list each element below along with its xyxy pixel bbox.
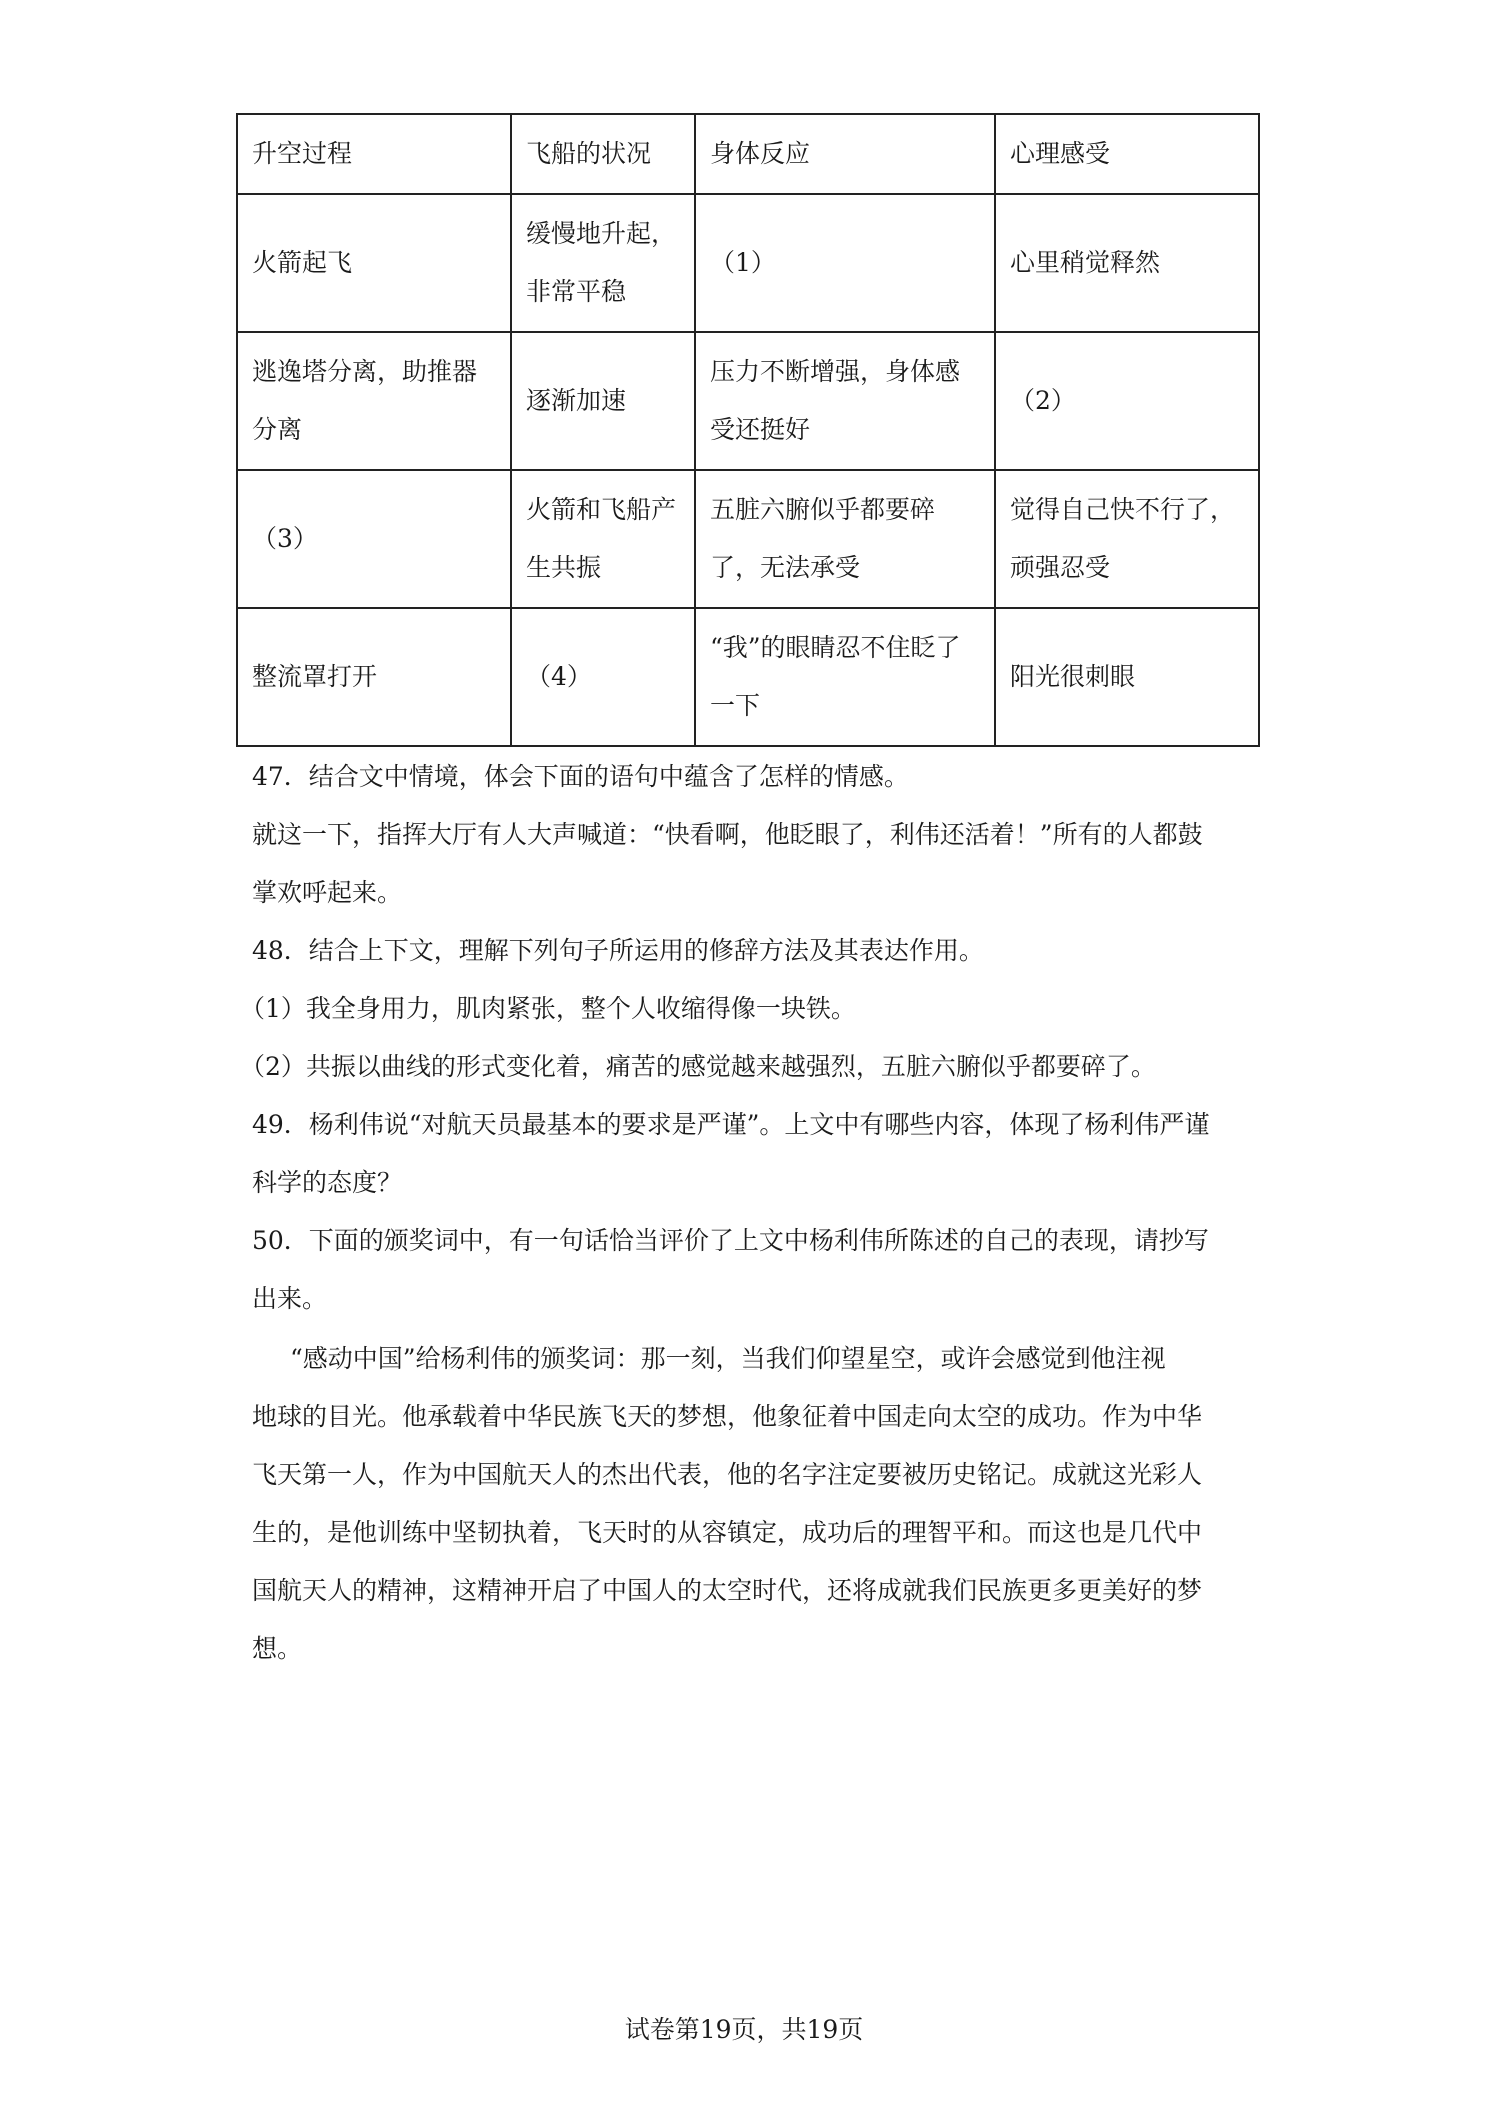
passage-line: 地球的目光。他承载着中华民族飞天的梦想，他象征着中国走向太空的成功。作为中华 <box>252 1402 1203 1431</box>
table-header-row <box>237 114 1259 194</box>
table-cell: （3） <box>237 470 511 608</box>
table-cell: 整流罩打开 <box>237 608 511 746</box>
table-cell: （2） <box>995 332 1259 470</box>
table-row <box>237 608 1259 746</box>
page-footer: 试卷第19页，共19页 <box>624 2015 864 2044</box>
table-row <box>237 470 1259 608</box>
table-header-cell: 飞船的状况 <box>511 114 695 194</box>
passage-line: 飞天第一人，作为中国航天人的杰出代表，他的名字注定要被历史铭记。成就这光彩人 <box>252 1460 1203 1489</box>
table-header-cell: 升空过程 <box>237 114 511 194</box>
table-cell: 逐渐加速 <box>511 332 695 470</box>
space-launch-table <box>236 113 1260 747</box>
table-cell: （4） <box>511 608 695 746</box>
table-cell: 缓慢地升起，非常平稳 <box>511 194 695 332</box>
passage-line: 国航天人的精神，这精神开启了中国人的太空时代，还将成就我们民族更多更美好的梦 <box>252 1576 1203 1605</box>
question-48-item-1: （1）我全身用力，肌肉紧张，整个人收缩得像一块铁。 <box>240 994 856 1023</box>
table-cell: 逃逸塔分离，助推器分离 <box>237 332 511 470</box>
table-cell: 火箭和飞船产生共振 <box>511 470 695 608</box>
question-50-line-1: 50．下面的颁奖词中，有一句话恰当评价了上文中杨利伟所陈述的自己的表现，请抄写 <box>252 1226 1209 1255</box>
table-header-cell: 心理感受 <box>995 114 1259 194</box>
table-cell: 心里稍觉释然 <box>995 194 1259 332</box>
passage-line: 想。 <box>252 1634 303 1663</box>
table-row <box>237 332 1259 470</box>
table-row <box>237 194 1259 332</box>
table-cell: “我”的眼睛忍不住眨了一下 <box>695 608 995 746</box>
question-49-line-2: 科学的态度？ <box>252 1168 403 1197</box>
table-cell: 火箭起飞 <box>237 194 511 332</box>
table-cell: 觉得自己快不行了，顽强忍受 <box>995 470 1259 608</box>
question-50-line-2: 出来。 <box>252 1284 328 1313</box>
question-49-line-1: 49．杨利伟说“对航天员最基本的要求是严谨”。上文中有哪些内容，体现了杨利伟严谨 <box>252 1110 1210 1139</box>
question-47: 47．结合文中情境，体会下面的语句中蕴含了怎样的情感。 <box>252 762 909 791</box>
table-cell: 压力不断增强，身体感受还挺好 <box>695 332 995 470</box>
passage-line: “感动中国”给杨利伟的颁奖词：那一刻，当我们仰望星空，或许会感觉到他注视 <box>290 1344 1166 1373</box>
table-header-cell: 身体反应 <box>695 114 995 194</box>
passage-line: 生的，是他训练中坚韧执着，飞天时的从容镇定，成功后的理智平和。而这也是几代中 <box>252 1518 1203 1547</box>
table-cell: 阳光很刺眼 <box>995 608 1259 746</box>
question-48-item-2: （2）共振以曲线的形式变化着，痛苦的感觉越来越强烈，五脏六腑似乎都要碎了。 <box>240 1052 1156 1081</box>
table-cell: （1） <box>695 194 995 332</box>
question-47-quote-line-2: 掌欢呼起来。 <box>252 878 403 907</box>
question-47-quote-line-1: 就这一下，指挥大厅有人大声喊道：“快看啊，他眨眼了，利伟还活着！”所有的人都鼓 <box>252 820 1203 849</box>
table-cell: 五脏六腑似乎都要碎了，无法承受 <box>695 470 995 608</box>
question-48: 48．结合上下文，理解下列句子所运用的修辞方法及其表达作用。 <box>252 936 984 965</box>
